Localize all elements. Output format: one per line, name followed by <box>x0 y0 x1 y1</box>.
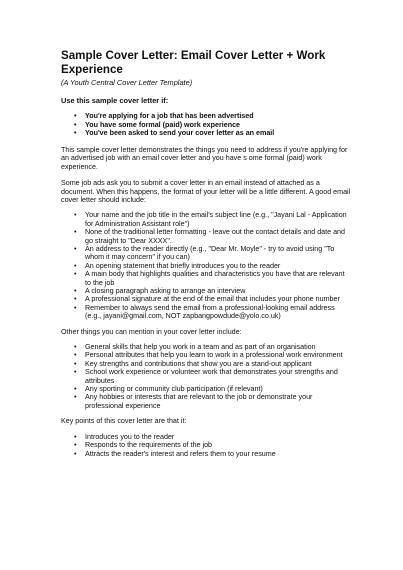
list-item: • Any sporting or community club participation (if relevant) <box>61 385 351 393</box>
document-title: Sample Cover Letter: Email Cover Letter + Work Experience <box>61 49 326 76</box>
list-item: • Responds to the requirements of the job <box>61 441 351 449</box>
intro-paragraph: This sample cover letter demonstrates the things you need to address if you're applying for an advertised job with an email cover letter and you have s ome formal (paid) work experience. <box>61 145 348 171</box>
key-points-list <box>61 433 351 458</box>
document-content <box>61 49 351 458</box>
email-paragraph: Some job ads ask you to submit a cover letter in an email instead of attached as a document. When this happens, the format of your letter will be a little different. A good email cover letter should include: <box>61 179 351 204</box>
list-item: • An opening statement that briefly introduces you to the reader <box>61 262 351 270</box>
list-item: • A closing paragraph asking to arrange an interview <box>61 287 351 295</box>
list-item: • Remember to always send the email from a professional-looking email address (e.g., jayani@gmail.com, NOT zapbangpowdude@yolo.co.uk) <box>61 304 351 321</box>
list-item: • Attracts the reader's interest and refers them to your resume <box>61 450 351 458</box>
list-item: • Introduces you to the reader <box>61 433 351 441</box>
include-list <box>61 211 351 320</box>
list-item: • Key strengths and contributions that show you are a stand-out applicant <box>61 360 351 368</box>
list-item: • Personal attributes that help you learn to work in a professional work environment <box>61 351 351 359</box>
use-list <box>61 112 351 138</box>
other-list <box>61 343 351 410</box>
key-points-paragraph: Key points of this cover letter are that it: <box>61 417 187 426</box>
list-item: • Any hobbies or interests that are relevant to the job or demonstrate your professional experience <box>61 393 351 410</box>
list-item: • You've been asked to send your cover letter as an email <box>61 129 351 138</box>
list-item: • You're applying for a job that has been advertised <box>61 112 351 121</box>
list-item: • An address to the reader directly (e.g., "Dear Mr. Moyle" - try to avoid using "To whom it may concern" if you can) <box>61 245 351 262</box>
list-item: • None of the traditional letter formatting - leave out the contact details and date and go straight to "Dear XXXX". <box>61 228 351 245</box>
list-item: • A main body that highlights qualities and characteristics you have that are relevant to the job <box>61 270 351 287</box>
list-item: • Your name and the job title in the email's subject line (e.g., "Jayani Lal - Application for Administration Assistant role") <box>61 211 351 228</box>
list-item: • A professional signature at the end of the email that includes your phone number <box>61 295 351 303</box>
list-item: • School work experience or volunteer work that demonstrates your strengths and attributes <box>61 368 351 385</box>
document-subtitle: (A Youth Central Cover Letter Template) <box>61 78 193 87</box>
use-heading: Use this sample cover letter if: <box>61 96 169 106</box>
list-item: • You have some formal (paid) work experience <box>61 121 351 130</box>
other-things-paragraph: Other things you can mention in your cover letter include: <box>61 327 242 336</box>
list-item: • General skills that help you work in a team and as part of an organisation <box>61 343 351 351</box>
